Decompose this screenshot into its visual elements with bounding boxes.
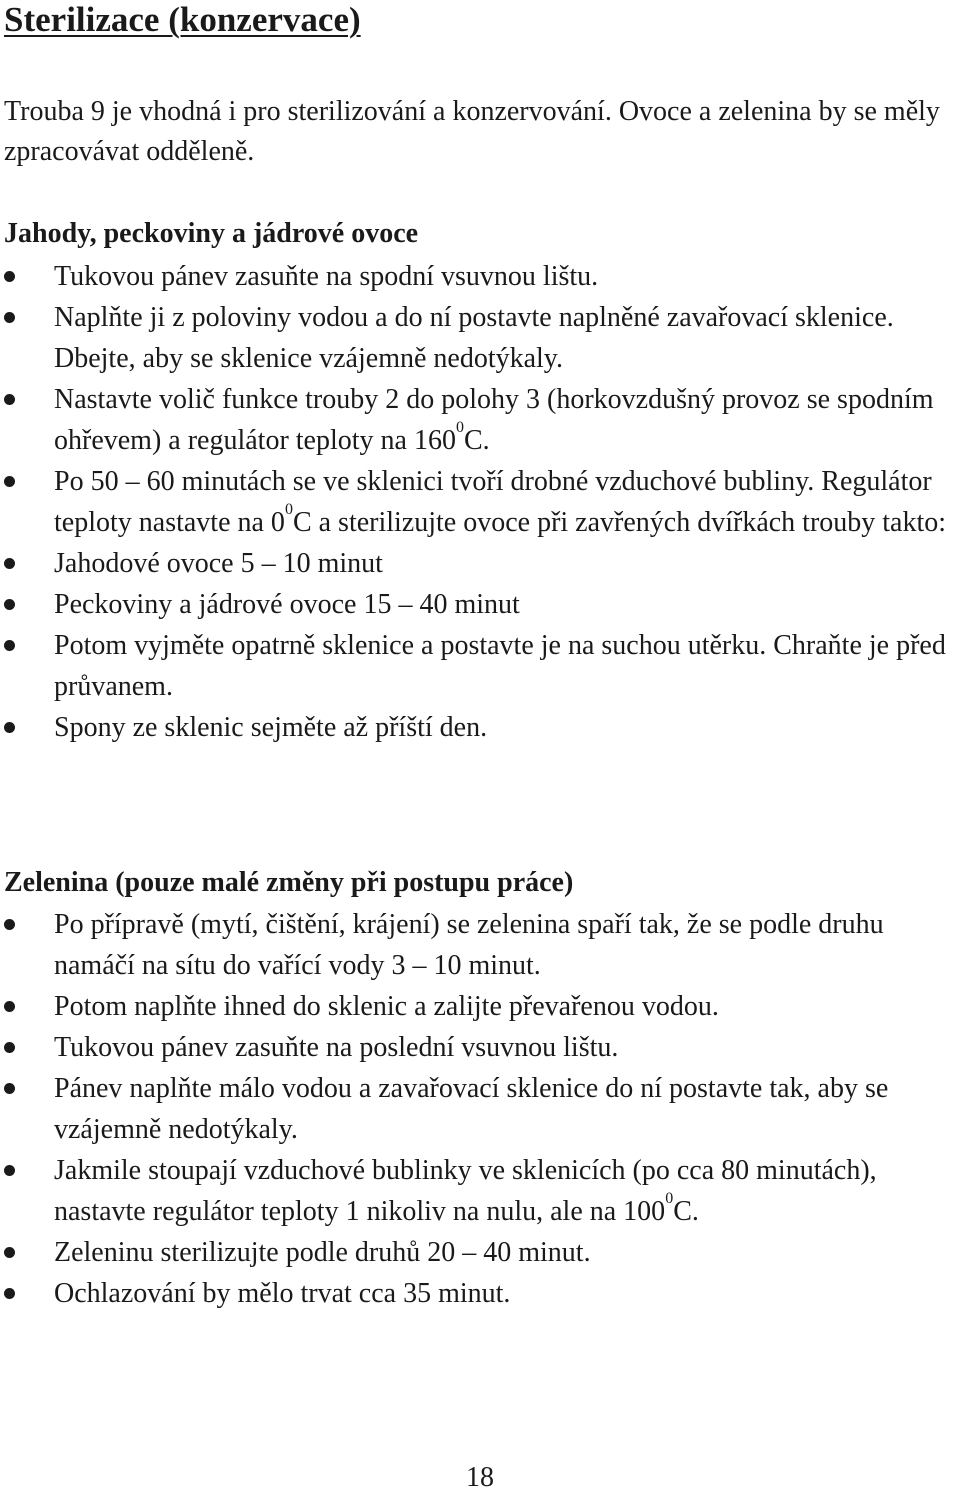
bullet-icon xyxy=(4,1288,15,1299)
list-item-text: Spony ze sklenic sejměte až příští den. xyxy=(54,712,488,743)
list-item-text-suffix: C. xyxy=(673,1196,699,1227)
vegetables-section-heading: Zelenina (pouze malé změny při postupu práce) xyxy=(4,867,574,898)
bullet-icon xyxy=(4,271,15,282)
page-title: Sterilizace (konzervace) xyxy=(4,0,361,39)
list-item xyxy=(4,1150,958,1232)
degree-mark: 0 xyxy=(665,1190,674,1207)
bullet-icon xyxy=(4,1165,15,1176)
list-item xyxy=(4,1068,958,1150)
list-item xyxy=(4,379,958,461)
fruit-section-heading: Jahody, peckoviny a jádrové ovoce xyxy=(4,218,419,249)
list-item-text: Peckoviny a jádrové ovoce 15 – 40 minut xyxy=(54,589,520,620)
list-item-text: Naplňte ji z poloviny vodou a do ní postavte naplněné zavařovací sklenice. Dbejte, aby se sklenice vzájemně nedotýkaly. xyxy=(54,302,894,374)
bullet-icon xyxy=(4,394,15,405)
list-item-text: Nastavte volič funkce trouby 2 do polohy 3 (horkovzdušný provoz se spodním ohřevem) a regulátor teploty na 160 xyxy=(54,384,934,456)
degree-mark: 0 xyxy=(284,501,293,518)
list-item-text: Zeleninu sterilizujte podle druhů 20 – 40 minut. xyxy=(54,1237,591,1268)
list-item-text: Tukovou pánev zasuňte na poslední vsuvnou lištu. xyxy=(54,1032,619,1063)
intro-paragraph: Trouba 9 je vhodná i pro sterilizování a konzervování. Ovoce a zelenina by se měly zpracovávat odděleně. xyxy=(4,96,940,167)
bullet-icon xyxy=(4,476,15,487)
bullet-icon xyxy=(4,599,15,610)
list-item-text: Ochlazování by mělo trvat cca 35 minut. xyxy=(54,1278,511,1309)
list-item xyxy=(4,904,958,986)
list-item xyxy=(4,584,958,625)
list-item xyxy=(4,1027,958,1068)
list-item xyxy=(4,625,958,707)
bullet-icon xyxy=(4,919,15,930)
list-item-text: Jahodové ovoce 5 – 10 minut xyxy=(54,548,383,579)
bullet-icon xyxy=(4,1001,15,1012)
bullet-icon xyxy=(4,312,15,323)
list-item xyxy=(4,461,958,543)
list-item xyxy=(4,256,958,297)
list-item-text-suffix: C. xyxy=(463,425,490,456)
list-item xyxy=(4,297,958,379)
list-item xyxy=(4,1232,958,1273)
list-item-text-suffix: C a sterilizujte ovoce při zavřených dvířkách trouby takto: xyxy=(292,507,947,538)
bullet-icon xyxy=(4,1247,15,1258)
bullet-icon xyxy=(4,1083,15,1094)
list-item-text: Po 50 – 60 minutách se ve sklenici tvoří drobné vzduchové bubliny. Regulátor teploty nastavte na 0 xyxy=(54,466,932,538)
list-item-text: Pánev naplňte málo vodou a zavařovací sklenice do ní postavte tak, aby se vzájemně nedotýkaly. xyxy=(54,1073,889,1145)
list-item xyxy=(4,707,958,748)
fruit-steps-list xyxy=(4,256,958,748)
bullet-icon xyxy=(4,722,15,733)
list-item-text: Potom naplňte ihned do sklenic a zalijte převařenou vodou. xyxy=(54,991,719,1022)
page-number: 18 xyxy=(466,1462,494,1493)
list-item-text: Tukovou pánev zasuňte na spodní vsuvnou lištu. xyxy=(54,261,599,292)
list-item xyxy=(4,1273,958,1314)
list-item-text: Jakmile stoupají vzduchové bublinky ve sklenicích (po cca 80 minutách), nastavte regulátor teploty 1 nikoliv na nulu, ale na 100 xyxy=(54,1155,877,1227)
degree-mark: 0 xyxy=(455,419,464,436)
vegetables-steps-list xyxy=(4,904,958,1314)
bullet-icon xyxy=(4,558,15,569)
bullet-icon xyxy=(4,640,15,651)
bullet-icon xyxy=(4,1042,15,1053)
list-item xyxy=(4,986,958,1027)
list-item-text: Potom vyjměte opatrně sklenice a postavte je na suchou utěrku. Chraňte je před průvanem. xyxy=(54,630,946,702)
list-item-text: Po přípravě (mytí, čištění, krájení) se zelenina spaří tak, že se podle druhu namáčí na sítu do vařící vody 3 – 10 minut. xyxy=(54,909,884,981)
list-item xyxy=(4,543,958,584)
